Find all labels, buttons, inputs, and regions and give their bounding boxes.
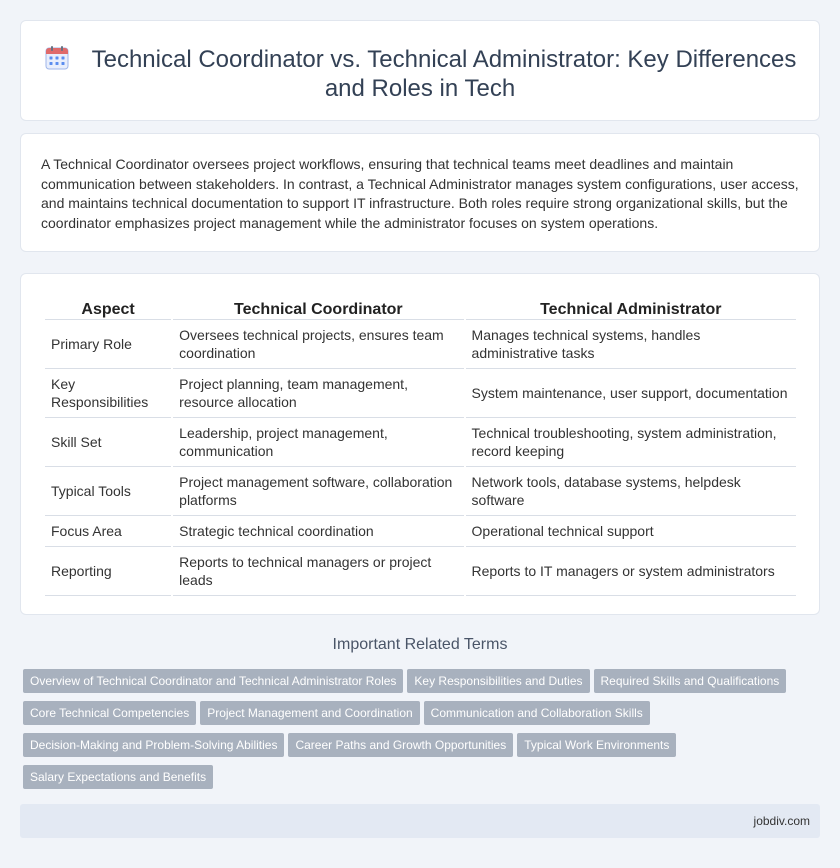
tag-row: [23, 701, 813, 733]
related-terms-heading: Important Related Terms: [332, 636, 508, 653]
coordinator-cell: Oversees technical projects, ensures team coordination: [173, 320, 463, 369]
related-term-tag[interactable]: Project Management and Coordination: [200, 701, 419, 725]
intro-card: [20, 133, 820, 252]
tag-row: [23, 765, 813, 797]
footer-site-link[interactable]: jobdiv.com: [753, 814, 810, 828]
tag-row: [23, 669, 813, 701]
coordinator-cell: Leadership, project management, communication: [173, 418, 463, 467]
table-row: [45, 418, 796, 467]
footer: [20, 804, 820, 838]
aspect-cell: Skill Set: [45, 418, 171, 467]
page-title: Technical Coordinator vs. Technical Administrator: Key Differences and Roles in Tech: [91, 46, 797, 102]
tag-row: [23, 733, 813, 765]
header-technical-coordinator: Technical Coordinator: [173, 297, 463, 320]
aspect-cell: Focus Area: [45, 516, 171, 547]
header-aspect: Aspect: [45, 297, 171, 320]
intro-paragraph: A Technical Coordinator oversees project workflows, ensuring that technical teams meet deadlines and maintain communication between stakeholders. In contrast, a Technical Administrator manages system configurations, user access, and maintains technical documentation to support IT infrastructure. Both roles require strong organizational skills, but the coordinator emphasizes project management while the administrator focuses on system operations.: [41, 156, 799, 231]
related-term-tag[interactable]: Required Skills and Qualifications: [594, 669, 787, 693]
related-term-tag[interactable]: Decision-Making and Problem-Solving Abilities: [23, 733, 284, 757]
title-card: [20, 20, 820, 121]
table-row: [45, 547, 796, 596]
related-terms-list: [23, 669, 813, 797]
table-row: [45, 369, 796, 418]
coordinator-cell: Project planning, team management, resource allocation: [173, 369, 463, 418]
administrator-cell: Technical troubleshooting, system administration, record keeping: [466, 418, 796, 467]
coordinator-cell: Reports to technical managers or project leads: [173, 547, 463, 596]
administrator-cell: Network tools, database systems, helpdesk software: [466, 467, 796, 516]
aspect-cell: Typical Tools: [45, 467, 171, 516]
coordinator-cell: Project management software, collaboration platforms: [173, 467, 463, 516]
table-row: [45, 467, 796, 516]
aspect-cell: Reporting: [45, 547, 171, 596]
related-term-tag[interactable]: Key Responsibilities and Duties: [407, 669, 589, 693]
related-term-tag[interactable]: Career Paths and Growth Opportunities: [288, 733, 513, 757]
table-row: [45, 516, 796, 547]
comparison-table: [43, 297, 798, 596]
comparison-card: [20, 273, 820, 615]
related-term-tag[interactable]: Salary Expectations and Benefits: [23, 765, 213, 789]
administrator-cell: Reports to IT managers or system administrators: [466, 547, 796, 596]
aspect-cell: Key Responsibilities: [45, 369, 171, 418]
coordinator-cell: Strategic technical coordination: [173, 516, 463, 547]
related-term-tag[interactable]: Typical Work Environments: [517, 733, 676, 757]
administrator-cell: System maintenance, user support, documentation: [466, 369, 796, 418]
calendar-icon: [44, 45, 70, 71]
administrator-cell: Operational technical support: [466, 516, 796, 547]
aspect-cell: Primary Role: [45, 320, 171, 369]
header-technical-administrator: Technical Administrator: [466, 297, 796, 320]
related-term-tag[interactable]: Communication and Collaboration Skills: [424, 701, 650, 725]
related-term-tag[interactable]: Overview of Technical Coordinator and Technical Administrator Roles: [23, 669, 403, 693]
related-term-tag[interactable]: Core Technical Competencies: [23, 701, 196, 725]
page-title-wrap: [21, 45, 819, 103]
table-header-row: [45, 297, 796, 320]
administrator-cell: Manages technical systems, handles administrative tasks: [466, 320, 796, 369]
table-row: [45, 320, 796, 369]
